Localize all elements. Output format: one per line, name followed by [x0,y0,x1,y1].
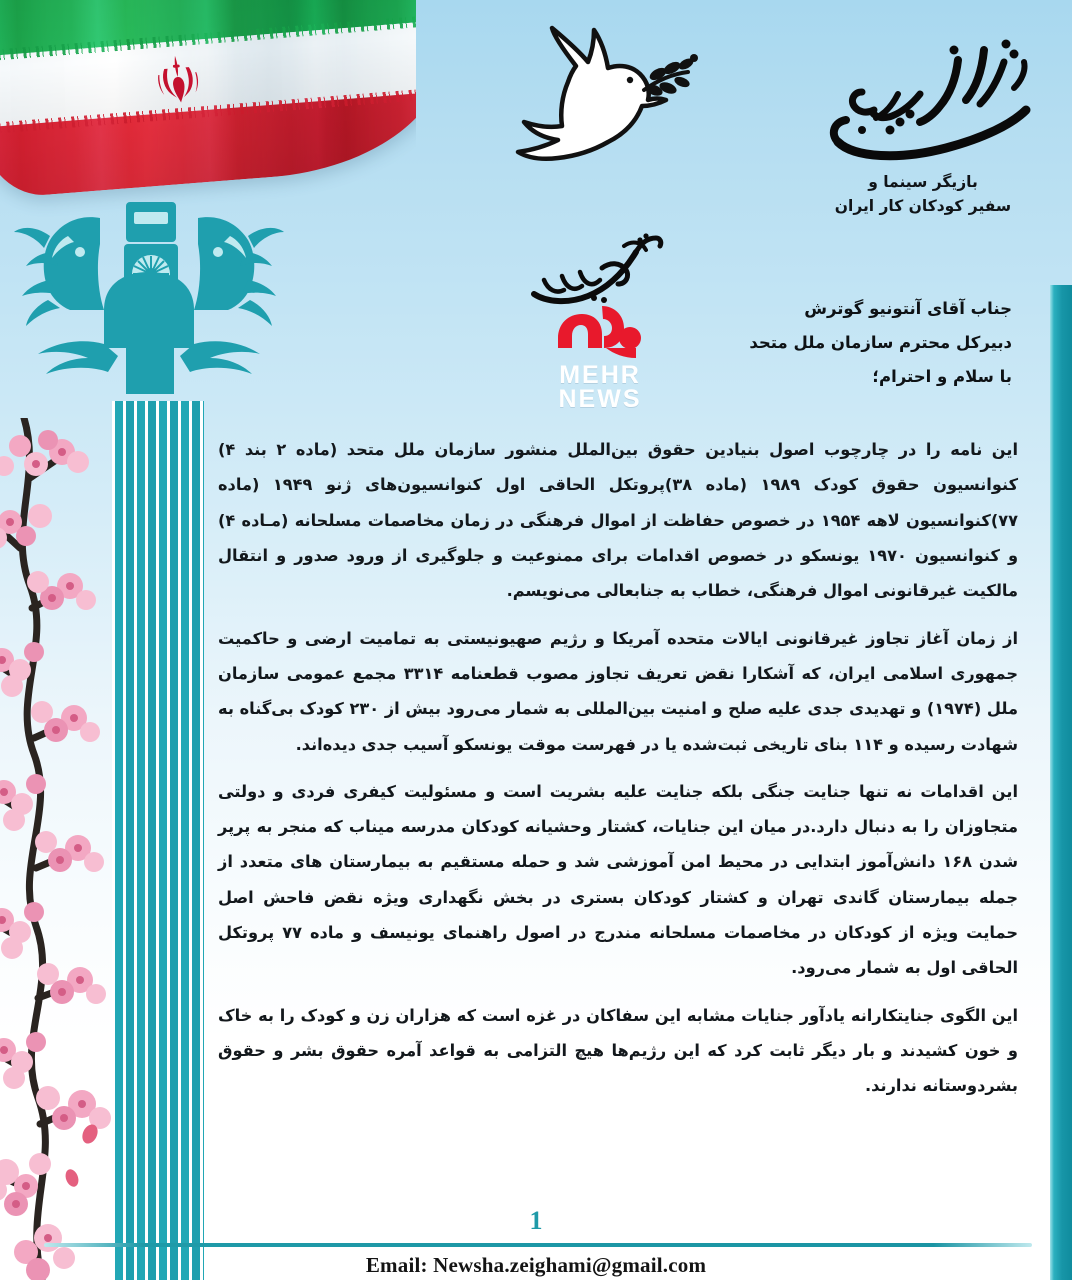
right-accent-bar [1050,285,1072,1280]
signature-role-line-2: سفیر کودکان کار ایران [834,197,1012,216]
cherry-blossom-branch-icon [0,418,140,1280]
footer-email: Email: Newsha.zeighami@gmail.com [365,1253,707,1277]
iran-flag-icon [0,0,416,240]
allah-emblem-icon [145,49,210,109]
salutation: با سلام و احترام؛ [872,366,1012,386]
addressee-title: دبیرکل محترم سازمان ملل متحد [749,332,1012,352]
addressee-name: جناب آقای آنتونیو گوترش [804,299,1012,318]
newsha-zeighami-signature [808,36,1038,164]
body-paragraph-2: از زمان آغاز تجاوز غیرقانونی ایالات متحده آمریکا و رژیم صهیونیستی به تمامیت ارضی و حاکمیت جمهوری اسلامی ایران، که آشکارا نقض تعریف تجاوز مصوب قطعنامه ۳۳۱۴ مجمع عمومی سازمان ملل (۱۹۷۴) و تهدیدی جدی علیه صلح و امنیت بین‌المللی به شمار می‌رود بیش از ۲۳۰ کودک بی‌گناه به شهادت رسیده و ۱۱۴ بنای تاریخی ثبت‌شده یا در فهرست موقت یونسکو آسیب جدی دیده‌اند. [218,628,1018,754]
signature-block [798,36,1048,218]
column-shaft [112,401,204,1280]
body-paragraph-3: این اقدامات نه تنها جنایت جنگی بلکه جنایت علیه بشریت است و مسئولیت کیفری فردی و دولتی متجاوزان را به دنبال دارد.در میان این جنایات، کشتار وحشیانه کودکان مدرسه میناب که منجر به پرپر شدن ۱۶۸ دانش‌آموز ابتدایی در محیط امن آموزشی شد و حمله مستقیم به بیمارستان های متعدد از جمله بیمارستان گاندی تهران و کشتار کودکان بستری در بخش نگهداری ویژه نقض فاحش اصل حمایت ویژه از کودکان در مخاصمات مسلحانه مندرج در اصول راهنمای یونیسف و ماده ۷۷ پروتکل الحاقی اول به شمار می‌رود. [218,781,1018,978]
letter-body [218,432,1018,1104]
mehr-word-line1: MEHR [559,361,641,389]
signature-role-line-1: بازیگر سینما و [868,173,978,191]
body-paragraph-1: این نامه را در چارچوب اصول بنیادین حقوق بین‌الملل منشور سازمان ملل متحد (ماده ۲ بند ۴) کنوانسیون حقوق کودک ۱۹۸۹ (ماده ۳۸)پروتکل الحاقی اول کنوانسیون‌های ژنو ۱۹۴۹ (ماده ۷۷)کنوانسیون لاهه ۱۹۵۴ در خصوص حفاظت از اموال فرهنگی در زمان مخاصمات مسلحانه (مـاده ۴) و کنوانسیون ۱۹۷۰ یونسکو در خصوص اقدامات برای ممنوعیت و جلوگیری از ورود صدور و انتقال مالکیت غیرقانونی اموال فرهنگی، خطاب به جنابعالی می‌نویسم. [218,440,1019,601]
mehr-word-line2: NEWS [558,384,642,413]
footer-divider [44,1243,1032,1247]
addressee-block [542,292,1012,393]
body-paragraph-4: این الگوی جنایتکارانه یادآور جنایات مشابه این سفاکان در غزه است که هزاران زن و کودک را به خاک و خون کشیدند و بار دیگر ثابت کرد که این رژیم‌ها هیچ التزامی به قواعد آمره حقوق بشر و حقوق بشردوستانه ندارند. [218,1005,1018,1096]
persepolis-capital-icon [8,196,290,406]
page-number: 1 [529,1206,543,1235]
dove-of-peace-icon [508,18,708,193]
